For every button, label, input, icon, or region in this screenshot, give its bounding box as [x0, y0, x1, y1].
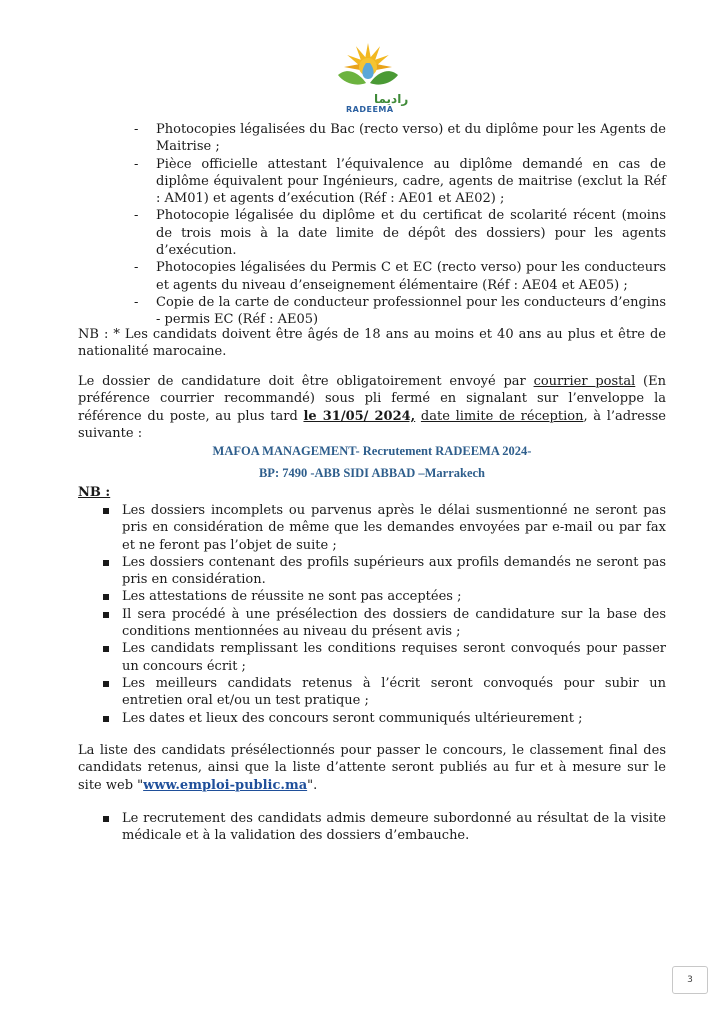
- list-item-text: Photocopies légalisées du Bac (recto verso) et du diplôme pour les Agents de Maitrise ;: [156, 122, 666, 155]
- list-item: [134, 294, 666, 329]
- list-item: [134, 121, 666, 156]
- list-item: [134, 207, 666, 259]
- list-item: Les meilleurs candidats retenus à l’écrit seront convoqués pour subir un entretien oral et/ou un test pratique ;: [100, 675, 666, 710]
- square-bullet-icon: [103, 716, 109, 722]
- dash-bullet: -: [134, 156, 139, 172]
- list-item: Les attestations de réussite ne sont pas acceptées ;: [100, 588, 666, 605]
- radeema-logo: [328, 40, 408, 118]
- list-item-text: Pièce officielle attestant l’équivalence au diplôme demandé en cas de diplôme équivalent pour Ingénieurs, cadre, agents de maitrise (exclut la Réf : AM01) et agents d’exécution (Réf : AE01 et AE02) ;: [156, 156, 666, 207]
- deadline-date: le 31/05/ 2024,: [303, 408, 416, 424]
- documents-list: [134, 121, 666, 329]
- list-item: Le recrutement des candidats admis demeure subordonné au résultat de la visite médicale et à la validation des dossiers d’embauche.: [100, 810, 666, 845]
- list-item-text: Photocopies légalisées du Permis C et EC (recto verso) pour les conducteurs et agents du niveau d’enseignement élémentaire (Réf : AE04 et AE05) ;: [156, 260, 666, 293]
- nb-heading: NB :: [78, 485, 111, 500]
- publication-paragraph: La liste des candidats présélectionnés pour passer le concours, le classement final des candidats retenus, ainsi que la liste d’attente seront publiés au fur et à mesure sur le site web "www.emploi-public.ma".: [78, 743, 666, 793]
- dash-bullet: -: [134, 294, 139, 310]
- list-item: Les dossiers incomplets ou parvenus après le délai susmentionné ne seront pas pris en considération de même que les demandes envoyées par e-mail ou par fax et ne feront pas l’objet de suite ;: [100, 502, 666, 554]
- square-bullet-icon: [103, 560, 109, 566]
- list-item: [134, 259, 666, 294]
- square-bullet-icon: [103, 646, 109, 652]
- deadline-label: date limite de réception: [420, 408, 584, 424]
- logo-latin-text: RADEEMA: [346, 105, 394, 114]
- square-bullet-icon: [103, 816, 109, 822]
- dash-bullet: -: [134, 208, 139, 224]
- logo-arabic-text: راديما: [374, 92, 409, 106]
- list-item: Les dates et lieux des concours seront communiqués ultérieurement ;: [100, 710, 666, 727]
- emploi-public-link[interactable]: www.emploi-public.ma: [143, 777, 308, 793]
- square-bullet-icon: [103, 594, 109, 600]
- age-note: NB : * Les candidats doivent être âgés de 18 ans au moins et 40 ans au plus et être de nationalité marocaine.: [78, 327, 666, 360]
- list-item-text: Copie de la carte de conducteur professionnel pour les conducteurs d’engins - permis EC (Réf : AE05): [156, 294, 666, 328]
- final-list: [100, 810, 666, 845]
- list-item: [134, 156, 666, 208]
- dash-bullet: -: [134, 122, 139, 137]
- square-bullet-icon: [103, 681, 109, 687]
- square-bullet-icon: [103, 508, 109, 514]
- list-item: Il sera procédé à une présélection des dossiers de candidature sur la base des conditions mentionnées au niveau du présent avis ;: [100, 606, 666, 641]
- postal-mail-text: courrier postal: [533, 374, 636, 389]
- square-bullet-icon: [103, 612, 109, 618]
- address-line-1: MAFOA MANAGEMENT- Recrutement RADEEMA 2024-: [212, 444, 532, 458]
- submission-paragraph: Le dossier de candidature doit être obligatoirement envoyé par courrier postal (En préférence courrier recommandé) sous pli fermé en signalant sur l’enveloppe la référence du poste, au plus tard le 31/05/ 2024, date limite de réception, à l’adresse suivante :: [78, 374, 666, 441]
- list-item-text: Photocopie légalisée du diplôme et du certificat de scolarité récent (moins de trois mois à la date limite de dépôt des dossiers) pour les agents d’exécution.: [156, 208, 666, 259]
- address-line-2: BP: 7490 -ABB SIDI ABBAD –Marrakech: [258, 466, 486, 480]
- radeema-logo-icon: [328, 40, 408, 92]
- dash-bullet: -: [134, 260, 139, 276]
- page-number: 3: [672, 966, 708, 994]
- conditions-list: [100, 502, 666, 727]
- list-item: Les candidats remplissant les conditions requises seront convoqués pour passer un concours écrit ;: [100, 640, 666, 675]
- list-item: Les dossiers contenant des profils supérieurs aux profils demandés ne seront pas pris en considération.: [100, 554, 666, 589]
